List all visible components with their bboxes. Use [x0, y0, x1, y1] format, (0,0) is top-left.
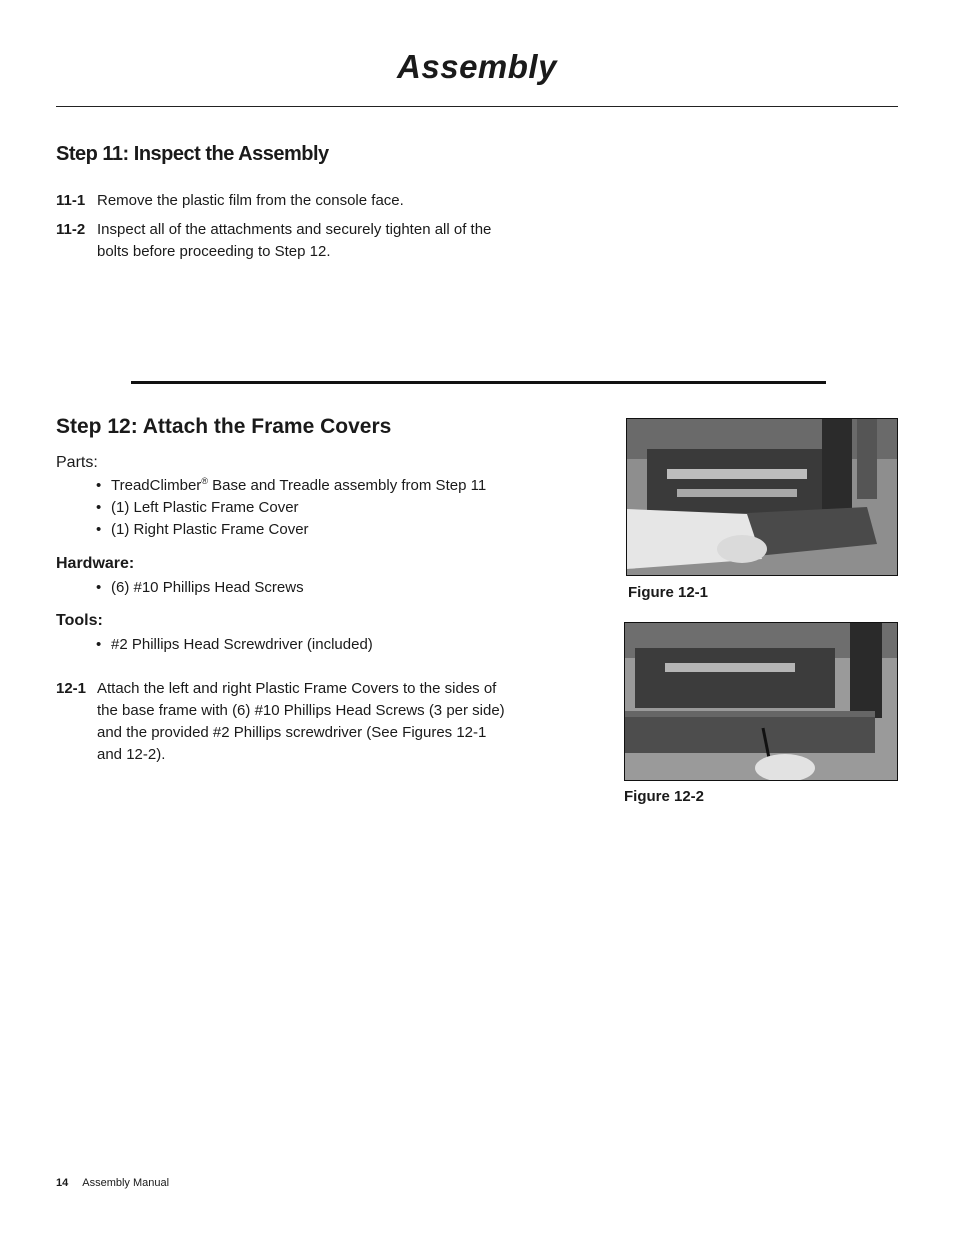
step-12-heading: Step 12: Attach the Frame Covers: [56, 415, 392, 438]
document-name: Assembly Manual: [82, 1177, 170, 1189]
step-number: 11-2: [56, 221, 86, 238]
section-divider: [131, 381, 826, 384]
figure-12-2-photo: [624, 622, 898, 781]
step-number: 11-1: [56, 192, 86, 209]
hardware-label: Hardware:: [56, 555, 135, 572]
list-item: • #2 Phillips Head Screwdriver (included): [96, 634, 373, 656]
step-11-1: [56, 190, 506, 212]
figure-12-2-caption: Figure 12-2: [624, 788, 705, 805]
page-footer: [56, 1177, 169, 1189]
tools-label: Tools:: [56, 612, 103, 629]
figure-12-1-photo: [626, 418, 898, 576]
list-item: • (1) Left Plastic Frame Cover: [96, 497, 486, 519]
step-text: Inspect all of the attachments and securely tighten all of the bolts before proceeding to Step 12.: [97, 221, 492, 260]
step-number: 12-1: [56, 680, 87, 697]
step-11-heading: Step 11: Inspect the Assembly: [56, 143, 329, 165]
hardware-list: [96, 577, 304, 599]
list-item: • (6) #10 Phillips Head Screws: [96, 577, 304, 599]
list-item: • (1) Right Plastic Frame Cover: [96, 519, 486, 541]
tools-list: [96, 634, 373, 656]
step-11-2: [56, 219, 506, 263]
page-title: Assembly: [397, 48, 557, 85]
header-divider: [56, 106, 898, 107]
figure-12-1-caption: Figure 12-1: [628, 584, 709, 601]
parts-label: Parts:: [56, 454, 98, 471]
step-12-1: [56, 678, 506, 766]
step-text: Attach the left and right Plastic Frame Covers to the sides of the base frame with (6) #10 Phillips Head Screws (3 per side) and the provided #2 Phillips screwdriver (See Figures 12-1 and 12-2).: [97, 680, 505, 763]
page-number: 14: [56, 1177, 69, 1189]
step-text: Remove the plastic film from the console face.: [97, 192, 404, 209]
list-item: • TreadClimber® Base and Treadle assembly from Step 11: [96, 475, 486, 497]
parts-list: [96, 475, 486, 541]
